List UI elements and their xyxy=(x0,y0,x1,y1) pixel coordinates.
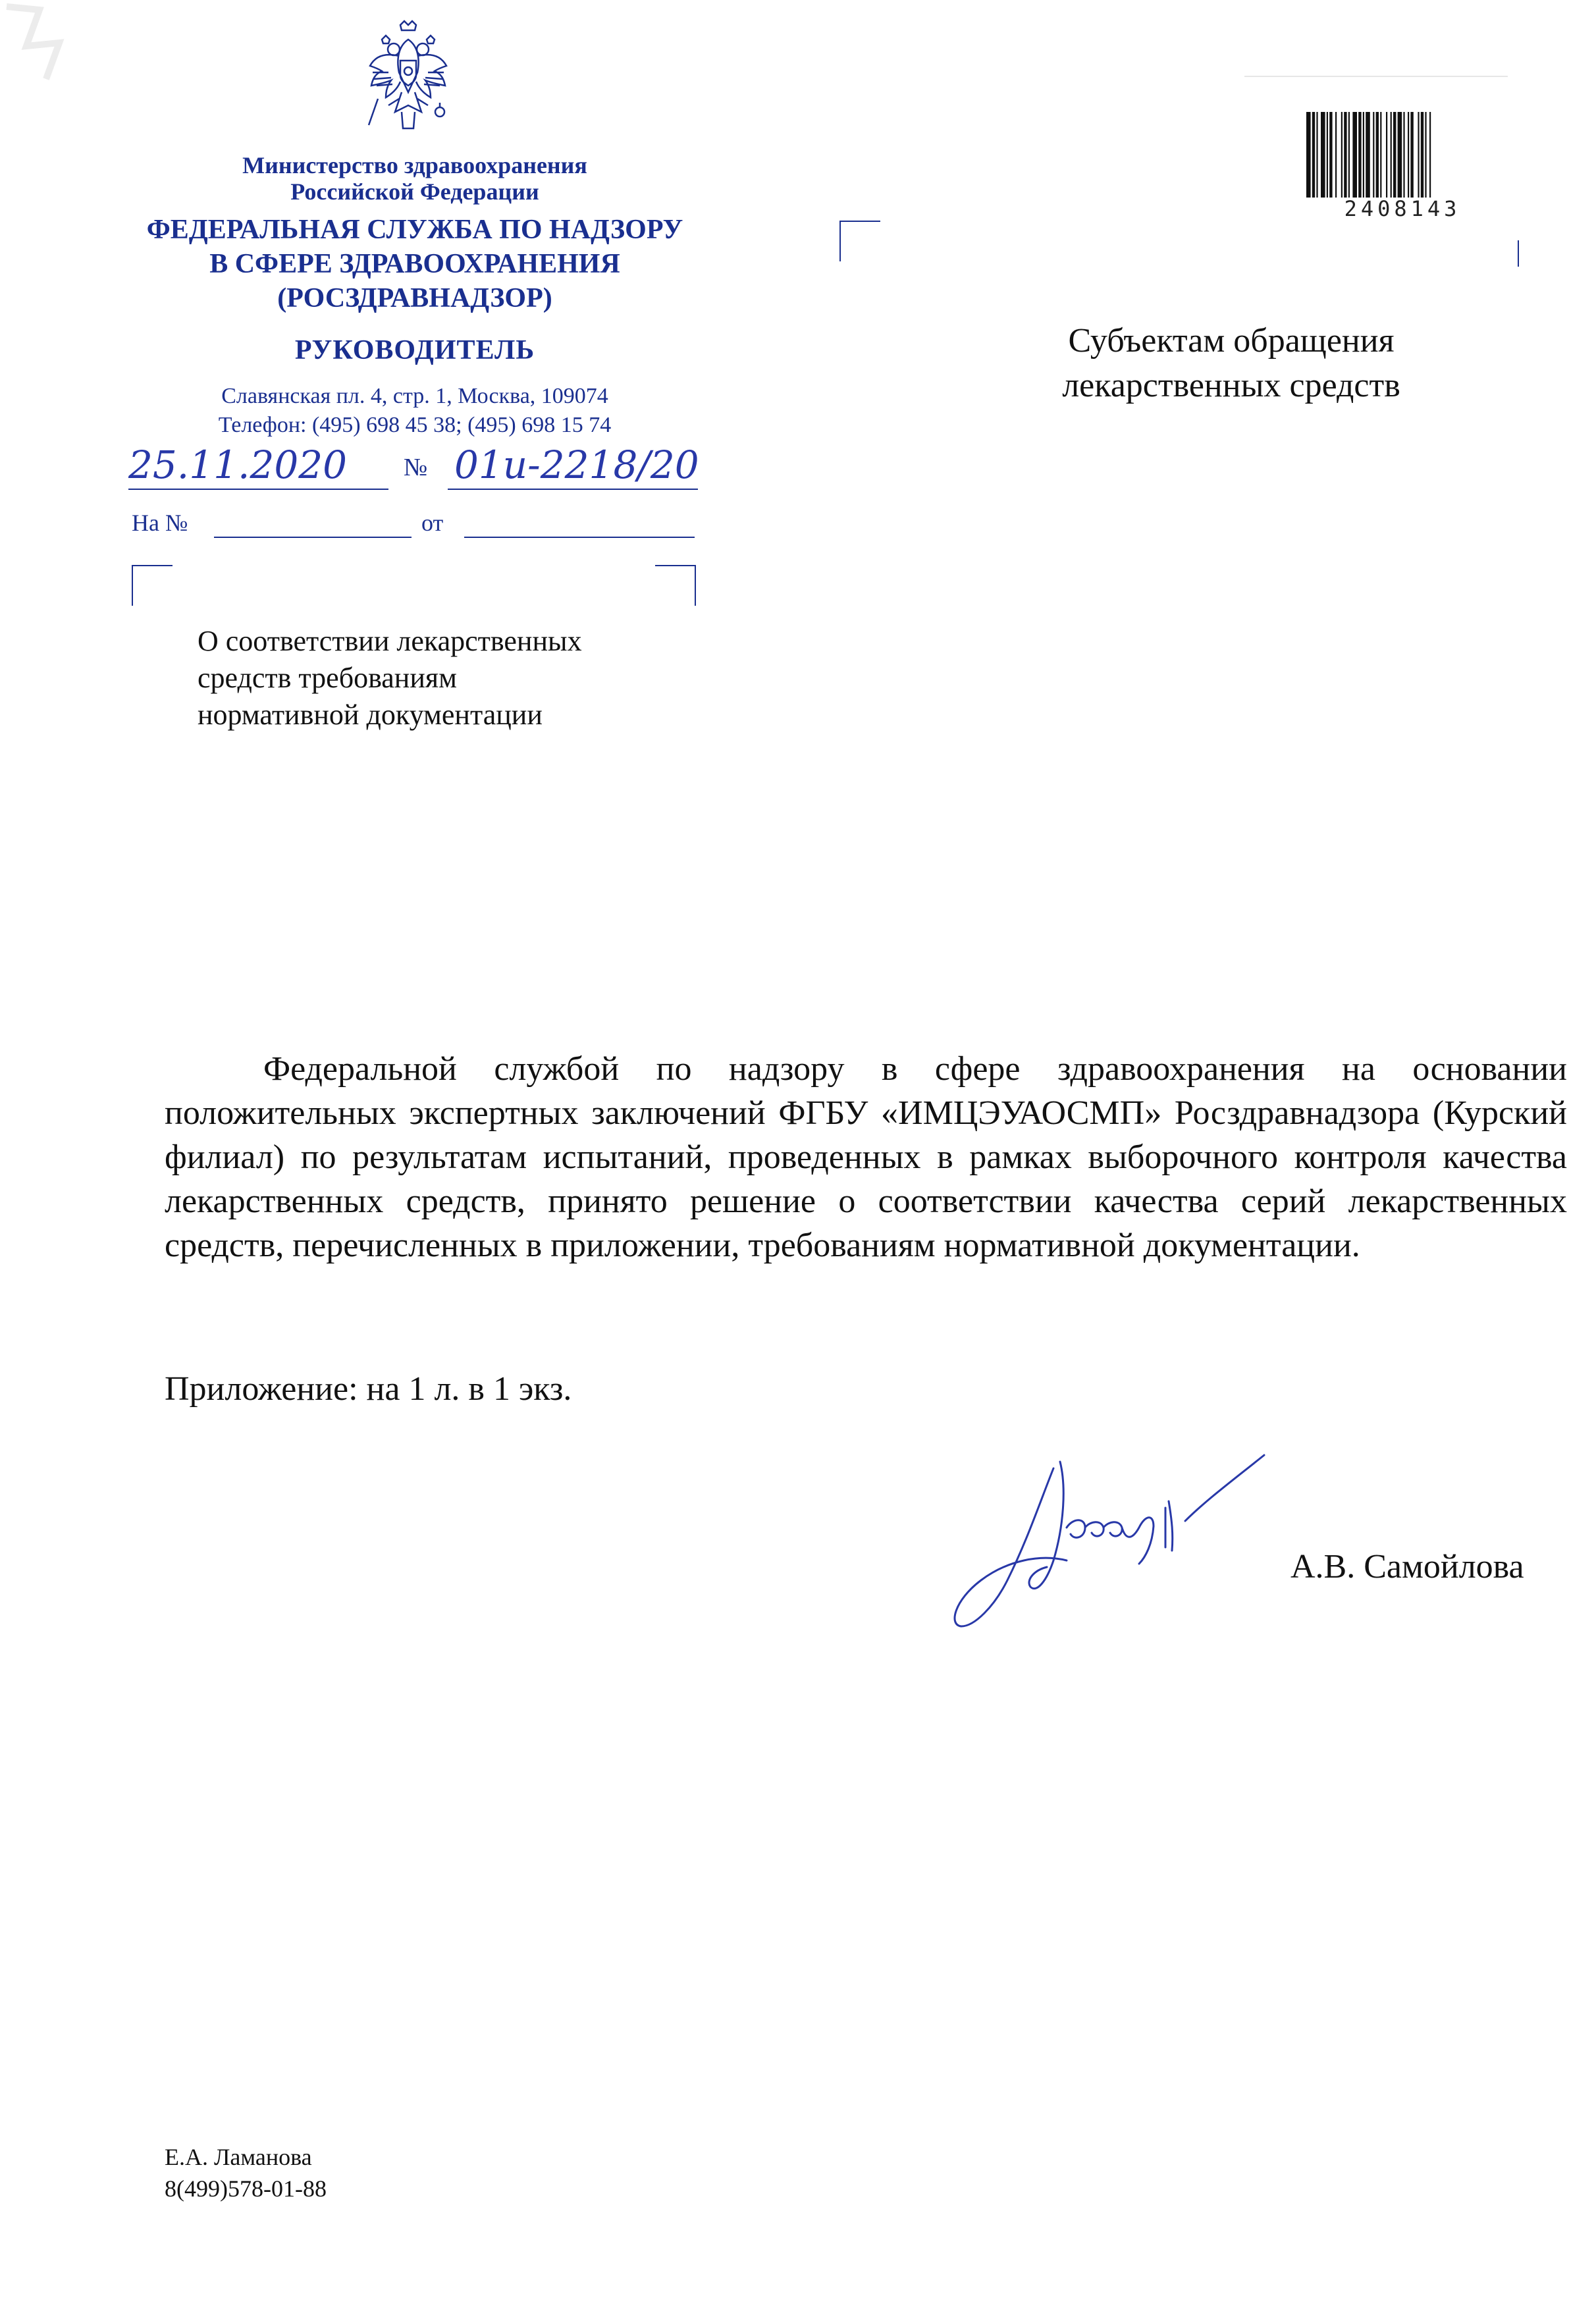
subject-line3: нормативной документации xyxy=(198,699,543,731)
handwritten-date: 25.11.2020 xyxy=(128,442,348,487)
signer-name: А.В. Самойлова xyxy=(1290,1548,1524,1585)
scan-line xyxy=(1244,76,1508,77)
ministry-name-line1: Министерство здравоохранения xyxy=(242,152,587,178)
handwritten-signature xyxy=(909,1429,1277,1653)
subject-bracket-right xyxy=(655,565,696,606)
date-underline xyxy=(128,489,388,490)
executor-phone: 8(499)578-01-88 xyxy=(165,2175,327,2202)
addressee-bracket-left xyxy=(839,221,880,261)
service-name-line3: (РОСЗДРАВНАДЗОР) xyxy=(277,283,552,313)
ministry-name-line2: Российской Федерации xyxy=(290,178,539,205)
subject-line1: О соответствии лекарственных xyxy=(198,625,582,657)
addressee-bracket-right xyxy=(1518,240,1519,267)
scan-artifact xyxy=(0,0,99,86)
body-paragraph: Федеральной службой по надзору в сфере здравоохранения на основании положительных экспертных заключений ФГБУ «ИМЦЭУАОСМП» Росздравнадзора (Курский филиал) по результатам испытаний, проведенных в рамках выборочного контроля качества лекарственных средств, принято решение о соответствии качества серий лекарственных средств, перечисленных в приложении, требованиям нормативной документации. xyxy=(165,1050,1567,1264)
executor-name: Е.А. Ламанова xyxy=(165,2144,312,2170)
head-title: РУКОВОДИТЕЛЬ xyxy=(294,335,535,365)
reply-number-line xyxy=(214,537,412,538)
subject-line2: средств требованиям xyxy=(198,662,457,694)
letterhead-address: Славянская пл. 4, стр. 1, Москва, 109074 xyxy=(221,384,608,408)
subject-bracket-left xyxy=(132,565,173,606)
service-name-line2: В СФЕРЕ ЗДРАВООХРАНЕНИЯ xyxy=(209,249,620,279)
number-underline xyxy=(448,489,698,490)
handwritten-number: 01и-2218/20 xyxy=(454,442,699,487)
barcode xyxy=(1304,112,1501,198)
reply-number-label: На № xyxy=(132,510,188,536)
letterhead-phone: Телефон: (495) 698 45 38; (495) 698 15 74 xyxy=(218,413,612,437)
coat-of-arms-emblem xyxy=(362,20,454,138)
appendix-note: Приложение: на 1 л. в 1 экз. xyxy=(165,1370,572,1408)
barcode-number: 2408143 xyxy=(1344,196,1461,221)
service-name-line1: ФЕДЕРАЛЬНАЯ СЛУЖБА ПО НАДЗОРУ xyxy=(146,215,683,245)
number-sign: № xyxy=(404,454,428,481)
addressee-line1: Субъектам обращения xyxy=(1068,322,1395,360)
reply-date-line xyxy=(464,537,695,538)
addressee-line2: лекарственных средств xyxy=(1062,367,1400,404)
reply-from-label: от xyxy=(421,510,444,536)
